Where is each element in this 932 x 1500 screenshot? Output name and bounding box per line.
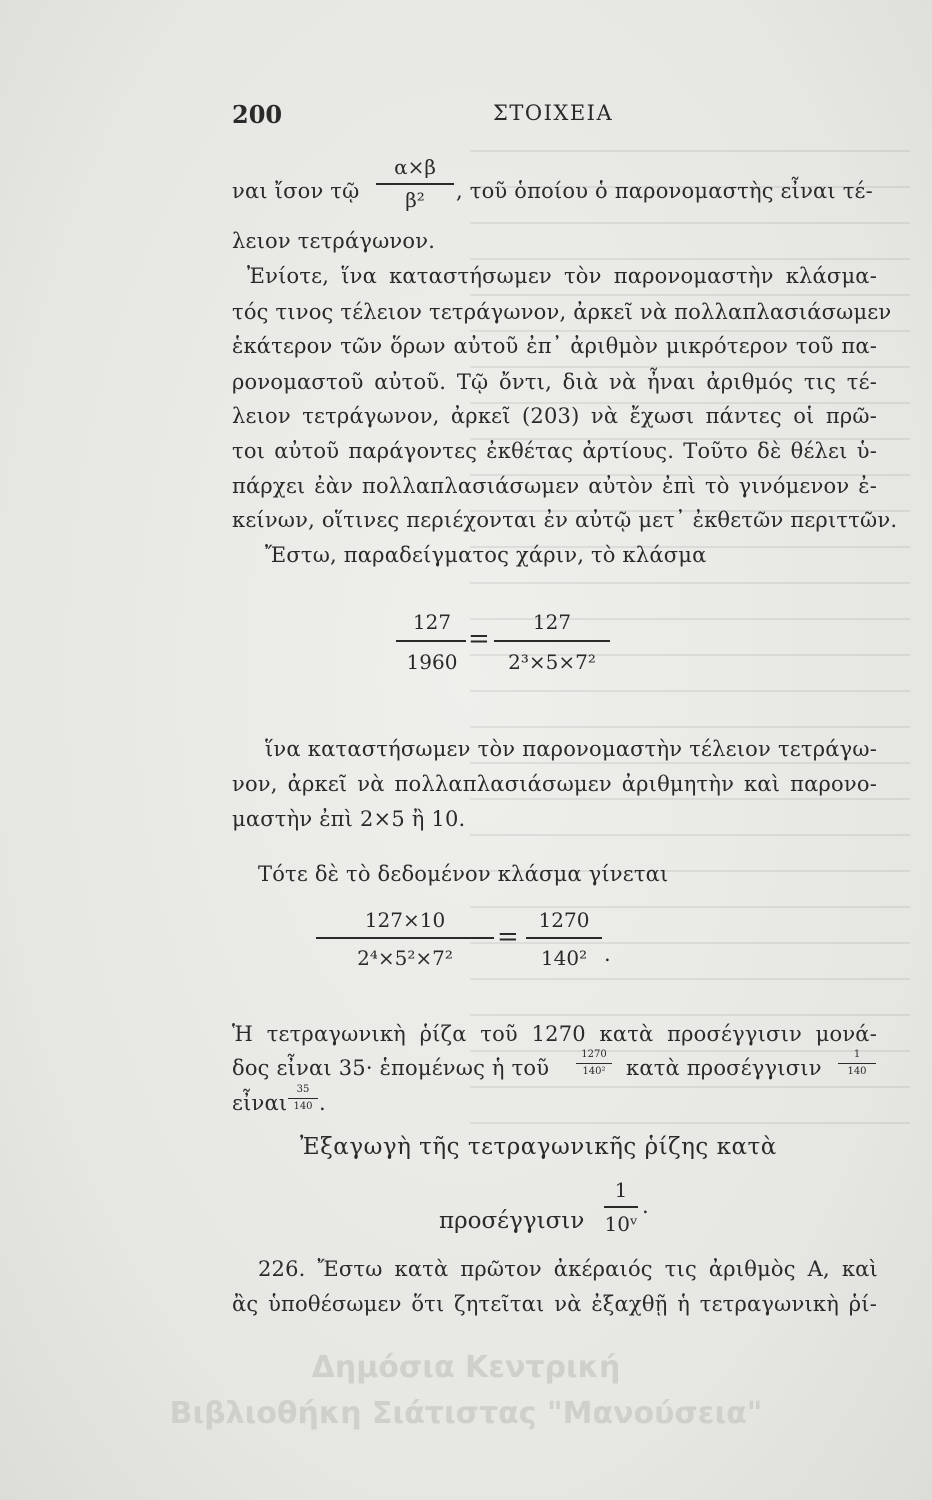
section-frac-bar <box>604 1206 638 1208</box>
eq2-den1: 2⁴×5²×7² <box>357 946 453 970</box>
p4-f3-num: 35 <box>296 1084 310 1095</box>
eq2-num1: 127×10 <box>364 908 446 932</box>
top-frac-den: β² <box>405 188 425 212</box>
para1-line: Ἔστω, παραδείγματος χάριν, τὸ κλάσμα <box>265 543 707 567</box>
eq1-den2: 2³×5×7² <box>508 650 596 674</box>
library-watermark-line1: Δημόσια Κεντρική <box>311 1350 621 1385</box>
eq2-bar2 <box>526 937 602 939</box>
eq1-bar1 <box>396 640 466 642</box>
top-line2: λειον τετράγωνον. <box>232 229 436 253</box>
para4-line3-b: . <box>319 1091 326 1115</box>
para1-line: κείνων, οἵτινες περιέχονται ἐν αὐτῷ μετ᾽ ἐκθετῶν περιττῶν. <box>232 508 898 532</box>
section-title-line1: Ἐξαγωγὴ τῆς τετραγωνικῆς ῥίζης κατὰ <box>300 1134 777 1160</box>
eq1-bar2 <box>494 640 610 642</box>
para2-line: νον, ἀρκεῖ νὰ πολλαπλασιάσωμεν ἀριθμητὴν καὶ παρονο- <box>232 772 877 796</box>
para1-line: λειον τετράγωνον, ἀρκεῖ (203) νὰ ἔχωσι πάντες οἱ πρῶ- <box>232 404 877 428</box>
para5-line: ἂς ὑποθέσωμεν ὅτι ζητεῖται νὰ ἐξαχθῇ ἡ τετραγωνικὴ ῥί- <box>232 1292 877 1316</box>
p4-f3-den: 140 <box>293 1101 313 1112</box>
eq2-den2: 140² <box>540 946 588 970</box>
p4-f1-bar <box>576 1063 612 1064</box>
p4-f1-den: 140² <box>582 1066 606 1077</box>
eq1-den1: 1960 <box>406 650 458 674</box>
section-frac-den: 10ᵛ <box>604 1212 638 1236</box>
section-title-line2: προσέγγισιν <box>439 1208 585 1234</box>
section-end: . <box>642 1194 649 1218</box>
para1-line: ρονομαστοῦ αὐτοῦ. Τῷ ὄντι, διὰ νὰ ἦναι ἀριθμός τις τέ- <box>232 370 877 394</box>
para3-line: Τότε δὲ τὸ δεδομένον κλάσμα γίνεται <box>258 862 669 886</box>
para2-line: ἵνα καταστήσωμεν τὸν παρονομαστὴν τέλειον τετράγω- <box>265 737 877 761</box>
p4-f2-den: 140 <box>847 1066 867 1077</box>
eq2-bar1 <box>316 937 494 939</box>
para5-line: 226. Ἔστω κατὰ πρῶτον ἀκέραιός τις ἀριθμὸς Α, καὶ <box>258 1257 878 1281</box>
top-frac-num: α×β <box>394 155 436 179</box>
p4-f2-bar <box>838 1063 876 1064</box>
eq2-num2: 1270 <box>538 908 590 932</box>
page-number: 200 <box>232 100 283 129</box>
running-title: ΣΤΟΙΧΕΙΑ <box>493 101 614 125</box>
para4-line1: Ἡ τετραγωνικὴ ῥίζα τοῦ 1270 κατὰ προσέγγισιν μονά- <box>232 1022 877 1046</box>
p4-f1-num: 1270 <box>581 1049 607 1060</box>
para1-line: τός τινος τέλειον τετράγωνον, ἀρκεῖ νὰ πολλαπλασιάσωμεν <box>232 300 892 324</box>
p4-f3-bar <box>288 1098 318 1099</box>
eq1-num2: 127 <box>532 610 572 634</box>
eq1-equals: = <box>468 624 490 654</box>
para4-line3-a: εἶναι <box>232 1091 288 1115</box>
top-lead: ναι ἴσον τῷ <box>232 179 360 203</box>
eq2-end: . <box>604 942 611 966</box>
library-watermark-line2: Βιβλιοθήκη Σιάτιστας "Μανούσεια" <box>169 1396 763 1431</box>
para4-line2-b: κατὰ προσέγγισιν <box>626 1056 822 1080</box>
para4-line2-a: δος εἶναι 35· ἑπομένως ἡ τοῦ <box>232 1056 550 1080</box>
section-frac-num: 1 <box>614 1178 628 1202</box>
para2-line: μαστὴν ἐπὶ 2×5 ἢ 10. <box>232 807 466 831</box>
para1-line: Ἐνίοτε, ἵνα καταστήσωμεν τὸν παρονομαστὴν κλάσμα- <box>247 264 877 288</box>
top-tail: , τοῦ ὁποίου ὁ παρονομαστὴς εἶναι τέ- <box>456 179 873 203</box>
para1-line: τοι αὐτοῦ παράγοντες ἐκθέτας ἀρτίους. Τοῦτο δὲ θέλει ὑ- <box>232 439 877 463</box>
eq2-equals: = <box>497 922 519 952</box>
eq1-num1: 127 <box>412 610 452 634</box>
p4-f2-num: 1 <box>853 1049 861 1060</box>
para1-line: ἑκάτερον τῶν ὅρων αὐτοῦ ἐπ᾽ ἀριθμὸν μικρότερον τοῦ πα- <box>232 334 877 358</box>
para1-line: πάρχει ἐὰν πολλαπλασιάσωμεν αὐτὸν ἐπὶ τὸ γινόμενον ἐ- <box>232 474 877 498</box>
top-frac-bar <box>376 183 454 185</box>
